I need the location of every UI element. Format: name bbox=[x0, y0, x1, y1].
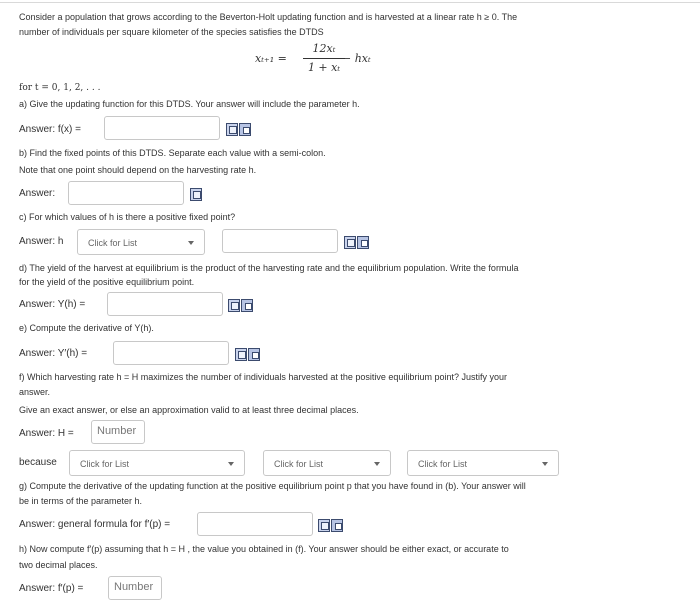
question-a: a) Give the updating function for this DTDS. Your answer will include the parameter h. bbox=[19, 99, 360, 109]
question-b-line-1: b) Find the fixed points of this DTDS. Separate each value with a semi-colon. bbox=[19, 148, 326, 158]
intro-line-2: number of individuals per square kilometer of the species satisfies the DTDS bbox=[19, 27, 324, 37]
equation-editor-icon[interactable] bbox=[235, 348, 247, 361]
answer-c-label: Answer: h bbox=[19, 236, 64, 247]
question-f-line-2: answer. bbox=[19, 387, 51, 397]
question-f-line-3: Give an exact answer, or else an approximation valid to at least three decimal places. bbox=[19, 405, 359, 415]
question-b-line-2: Note that one point should depend on the harvesting rate h. bbox=[19, 165, 257, 175]
answer-b-input[interactable] bbox=[68, 181, 184, 205]
answer-f-label: Answer: H = bbox=[19, 428, 74, 439]
top-divider bbox=[0, 2, 700, 3]
answer-d-label: Answer: Y(h) = bbox=[19, 299, 86, 310]
chevron-down-icon bbox=[374, 462, 380, 466]
intro-line-1: Consider a population that grows according to the Beverton-Holt updating function and is harvested at a linear rate h ≥ 0. The bbox=[19, 12, 518, 22]
answer-g-label: Answer: general formula for f′(p) = bbox=[19, 519, 171, 530]
because-select-3[interactable] bbox=[407, 450, 559, 476]
question-d-line-2: for the yield of the positive equilibrium point. bbox=[19, 277, 195, 287]
equation-editor-icon[interactable] bbox=[190, 188, 202, 201]
chevron-down-icon bbox=[228, 462, 234, 466]
equation-denominator: 1 + xₜ bbox=[307, 61, 341, 74]
answer-a-label: Answer: f(x) = bbox=[19, 124, 81, 135]
answer-c-select[interactable] bbox=[77, 229, 205, 255]
equation-editor-icon[interactable] bbox=[344, 236, 356, 249]
answer-c-select-label: Click for List bbox=[88, 238, 138, 248]
fraction-bar bbox=[303, 58, 345, 59]
preview-icon[interactable] bbox=[239, 123, 251, 136]
preview-icon[interactable] bbox=[241, 299, 253, 312]
equation-editor-icon[interactable] bbox=[226, 123, 238, 136]
question-c: c) For which values of h is there a positive fixed point? bbox=[19, 212, 236, 222]
answer-a-input[interactable] bbox=[104, 116, 220, 140]
answer-f-number-input[interactable]: Number bbox=[91, 420, 145, 444]
because-label: because bbox=[19, 457, 57, 468]
because-select-1[interactable] bbox=[69, 450, 245, 476]
preview-icon[interactable] bbox=[357, 236, 369, 249]
equation-editor-icon[interactable] bbox=[228, 299, 240, 312]
question-h-line-2: two decimal places. bbox=[19, 560, 98, 570]
preview-icon[interactable] bbox=[248, 348, 260, 361]
question-f-line-1: f) Which harvesting rate h = H maximizes the number of individuals harvested at the positive equilibrium point? Justify your bbox=[19, 372, 507, 382]
equation-lhs: xₜ₊₁ = bbox=[255, 52, 287, 65]
question-g-line-2: be in terms of the parameter h. bbox=[19, 496, 143, 506]
because-select-3-label: Click for List bbox=[418, 459, 468, 469]
answer-e-input[interactable] bbox=[113, 341, 229, 365]
answer-c-input[interactable] bbox=[222, 229, 338, 253]
chevron-down-icon bbox=[188, 241, 194, 245]
chevron-down-icon bbox=[542, 462, 548, 466]
equation-editor-icon[interactable] bbox=[318, 519, 330, 532]
question-g-line-1: g) Compute the derivative of the updating function at the positive equilibrium point p that you have found in (b). Your answer will bbox=[19, 481, 526, 491]
equation-numerator: 12xₜ bbox=[312, 42, 336, 55]
because-select-2[interactable] bbox=[263, 450, 391, 476]
because-select-1-label: Click for List bbox=[80, 459, 130, 469]
answer-h-number-input[interactable]: Number bbox=[108, 576, 162, 600]
answer-g-input[interactable] bbox=[197, 512, 313, 536]
equation-tail: − hxₜ bbox=[342, 52, 371, 65]
answer-b-label: Answer: bbox=[19, 188, 56, 199]
for-t-text: for t = 0, 1, 2, . . . bbox=[19, 83, 101, 93]
answer-h-label: Answer: f′(p) = bbox=[19, 583, 84, 594]
because-select-2-label: Click for List bbox=[274, 459, 324, 469]
preview-icon[interactable] bbox=[331, 519, 343, 532]
question-h-line-1: h) Now compute f′(p) assuming that h = H , the value you obtained in (f). Your answer should be either exact, or accurate to bbox=[19, 544, 509, 554]
question-d-line-1: d) The yield of the harvest at equilibrium is the product of the harvesting rate and the equilibrium population. Write the formula bbox=[19, 263, 519, 273]
question-e: e) Compute the derivative of Y(h). bbox=[19, 323, 154, 333]
answer-d-input[interactable] bbox=[107, 292, 223, 316]
answer-e-label: Answer: Y′(h) = bbox=[19, 348, 88, 359]
